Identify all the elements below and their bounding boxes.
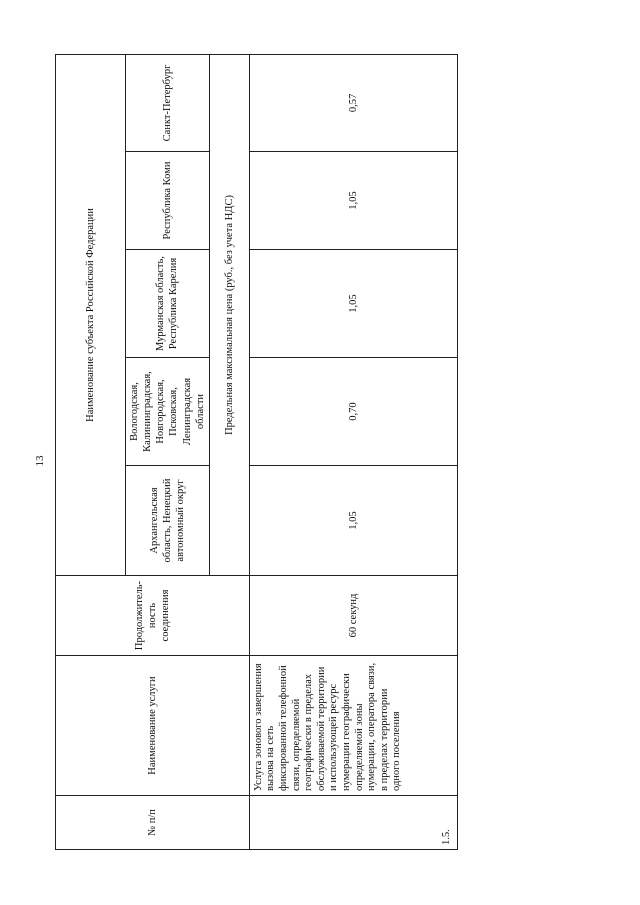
header-service-name: Наименование услуги bbox=[56, 656, 250, 796]
header-num: № п/п bbox=[56, 796, 250, 850]
row-price-arkhangelsk: 1,05 bbox=[249, 466, 457, 576]
page-number: 13 bbox=[34, 455, 46, 467]
row-price-spb: 0,57 bbox=[249, 54, 457, 151]
row-num: 1.5. bbox=[249, 796, 457, 850]
tariff-table-rotated bbox=[55, 55, 453, 850]
row-price-murmansk-karelia: 1,05 bbox=[249, 250, 457, 358]
row-price-vologda-group: 0,70 bbox=[249, 358, 457, 466]
header-region-vologda-group: Вологодская, Калининградская, Новгородская, Псковская, Ленинградская области bbox=[126, 358, 210, 466]
row-service: Услуга зонового завершения вызова на сеть фиксированной телефонной связи, определяемой географически в пределах обслуживаемой территории и использующей ресурс нумерации географически определяемой зоны нумерации, оператора связи, в пределах территории одного поселения bbox=[249, 656, 457, 796]
header-duration: Продолжитель-ность соединения bbox=[56, 576, 250, 656]
header-region-arkhangelsk: Архангельская область, Ненецкий автономный округ bbox=[126, 466, 210, 576]
row-duration: 60 секунд bbox=[249, 576, 457, 656]
header-region-spb: Санкт-Петербург bbox=[126, 54, 210, 151]
header-subject-group: Наименование субъекта Российской Федерации bbox=[56, 54, 126, 575]
header-price: Предельная максимальная цена (руб., без учета НДС) bbox=[209, 54, 249, 575]
table-row bbox=[249, 54, 457, 849]
row-price-komi: 1,05 bbox=[249, 152, 457, 250]
tariff-table bbox=[55, 54, 458, 850]
header-region-murmansk-karelia: Мурманская область, Республика Карелия bbox=[126, 250, 210, 358]
header-region-komi: Республика Коми bbox=[126, 152, 210, 250]
